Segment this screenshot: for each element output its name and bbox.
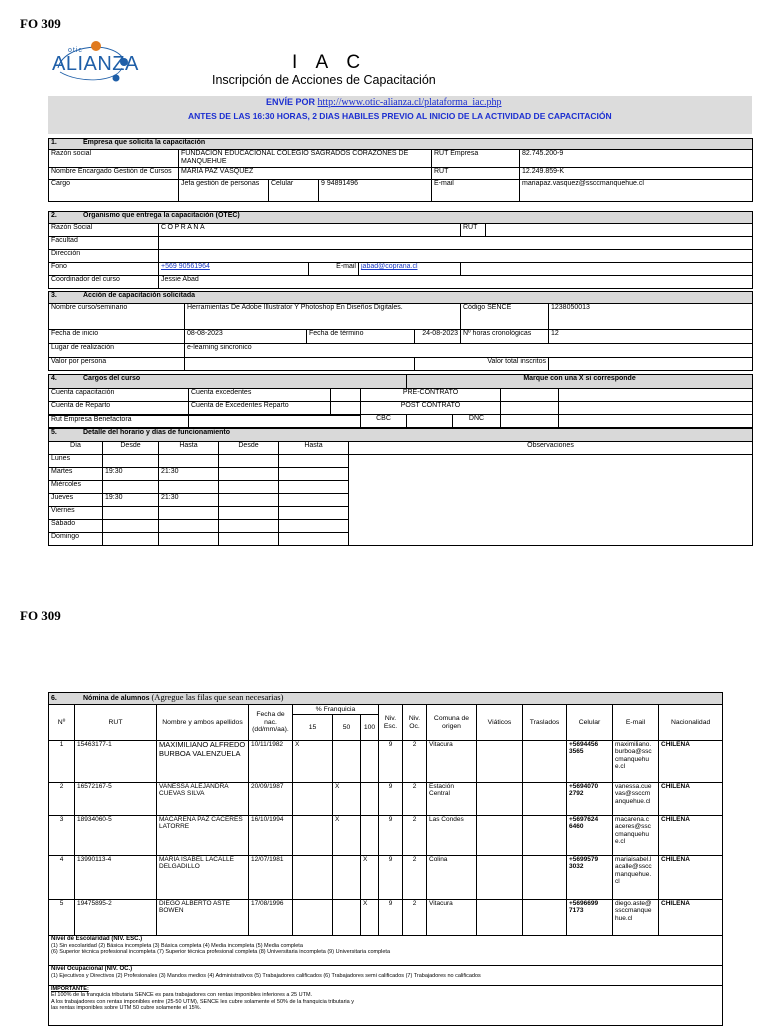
traslados [523, 783, 567, 816]
col-nombre: Nombre y ambos apellidos [157, 705, 249, 741]
importante-line-3: las rentas imponibles sobre UTM 50 cubre solamente el 15%. [51, 1004, 202, 1011]
viaticos [477, 816, 523, 856]
hasta-2-cell [279, 533, 349, 546]
section-1-table [48, 138, 753, 202]
table-row [49, 900, 723, 936]
post-contrato-label: POST CONTRATO [361, 402, 501, 415]
platform-link[interactable]: http://www.otic-alianza.cl/plataforma_iac.php [317, 97, 502, 108]
section-2-table [48, 211, 753, 289]
celular: +5694456 3565 [567, 741, 613, 783]
col-f100: 100 [361, 715, 379, 741]
col-rut: RUT [75, 705, 157, 741]
dnc-blank [559, 415, 753, 428]
desde-cell [103, 533, 159, 546]
franq-100 [361, 741, 379, 783]
comuna: Colina [427, 856, 477, 900]
franq-100: X [361, 900, 379, 936]
student-name: DIEGO ALBERTO ASTE BOWEN [157, 900, 249, 936]
desde-cell [103, 481, 159, 494]
row-number: 2 [49, 783, 75, 816]
email: diego.aste@ ssccmanque hue.cl [613, 900, 659, 936]
celular: +5697624 6460 [567, 816, 613, 856]
student-rut: 15463177-1 [75, 741, 157, 783]
day-cell: Miércoles [49, 481, 103, 494]
niv-esc: 9 [379, 741, 403, 783]
desde-cell: 19:30 [103, 494, 159, 507]
traslados [523, 856, 567, 900]
valor-total-value [549, 358, 753, 371]
traslados [523, 741, 567, 783]
franq-15 [293, 816, 333, 856]
col-comuna: Comuna de origen [427, 705, 477, 741]
nacionalidad: CHILENA [659, 741, 723, 783]
encargado-label: Nombre Encargado Gestión de Cursos [49, 168, 179, 180]
fecha-termino-value: 24-08-2023 [415, 330, 461, 344]
hasta-2-cell [279, 468, 349, 481]
cuenta-reparto-label: Cuenta de Reparto [49, 402, 189, 415]
niv-oc: 2 [403, 856, 427, 900]
section-6-header [49, 693, 723, 705]
col-f50: 50 [333, 715, 361, 741]
franq-15 [293, 900, 333, 936]
curso-value: Herramientas De Adobe Illustrator Y Photoshop En Diseños Digitales. [185, 304, 461, 330]
day-cell: Viernes [49, 507, 103, 520]
escolaridad-notes [49, 936, 723, 966]
email: maximiliano. burboa@ssc cmanquehu e.cl [613, 741, 659, 783]
hasta-cell [159, 507, 219, 520]
nacionalidad: CHILENA [659, 816, 723, 856]
doc-code: FO 309 [20, 16, 61, 31]
celular: +5694070 2792 [567, 783, 613, 816]
post-contrato-blank [559, 402, 753, 415]
importante-line-2: A los trabajadores con rentas imponibles entre (25-50 UTM), SENCE les cubre solamente el 50% de la franquicia tributaria y [51, 998, 354, 1005]
col-numero: Nº [49, 705, 75, 741]
section-1-title: Empresa que solicita la capacitación [83, 139, 206, 146]
hasta-2-cell [279, 455, 349, 468]
col-observaciones: Observaciones [349, 442, 753, 455]
comuna: Vitacura [427, 900, 477, 936]
logo-brand-text: ALIANZA [52, 53, 139, 75]
col-dia: Día [49, 442, 103, 455]
section-3-header [49, 292, 753, 304]
coordinador-value: Jessie Abad [159, 276, 753, 289]
franq-100 [361, 783, 379, 816]
col-viaticos: Viáticos [477, 705, 523, 741]
facultad-label: Facultad [49, 237, 159, 250]
col-franquicia: % Franquicia [293, 705, 379, 715]
celular-label: Celular [269, 180, 319, 202]
fono-link[interactable]: +569 90561964 [159, 263, 309, 276]
form-subtitle: Inscripción de Acciones de Capacitación [212, 73, 436, 87]
col-niv-oc: Niv. Oc. [403, 705, 427, 741]
email-label: E-mail [432, 180, 520, 202]
lugar-value: e-learning sincronico [185, 344, 753, 358]
email-value: mariapaz.vasquez@ssccmanquehue.cl [520, 180, 753, 202]
franq-15 [293, 783, 333, 816]
hasta-2-cell [279, 520, 349, 533]
rut-benefactora-value [189, 415, 361, 428]
col-desde-1: Desde [103, 442, 159, 455]
hasta-cell [159, 533, 219, 546]
student-name: VANESSA ALEJANDRA CUEVAS SILVA [157, 783, 249, 816]
post-contrato-check[interactable] [501, 402, 559, 415]
valor-persona-value [185, 358, 415, 371]
pre-contrato-check[interactable] [501, 389, 559, 402]
col-fecha-nac: Fecha de nac. (dd/mm/aa). [249, 705, 293, 741]
email: vanessa.cue vas@ssccm anquehue.cl [613, 783, 659, 816]
col-niv-esc: Niv. Esc. [379, 705, 403, 741]
desde-2-cell [219, 494, 279, 507]
lugar-label: Lugar de realización [49, 344, 185, 358]
section-5-table [48, 428, 753, 546]
desde-cell [103, 455, 159, 468]
pre-contrato-label: PRE-CONTRATO [361, 389, 501, 402]
section-4-table [48, 374, 753, 428]
otec-rut-value [486, 224, 753, 237]
desde-2-cell [219, 481, 279, 494]
fecha-inicio-value: 08-08-2023 [185, 330, 307, 344]
email: macarena.c aceres@ssc cmanquehu e.cl [613, 816, 659, 856]
horas-label: Nº horas cronológicas [461, 330, 549, 344]
day-cell: Lunes [49, 455, 103, 468]
otec-rut-label: RUT [461, 224, 486, 237]
desde-2-cell [219, 507, 279, 520]
nacionalidad: CHILENA [659, 783, 723, 816]
student-rut: 19475895-2 [75, 900, 157, 936]
section-4-header [49, 375, 407, 389]
celular: +5696699 7173 [567, 900, 613, 936]
dnc-label: DNC [453, 415, 501, 428]
sence-label: Código SENCE [461, 304, 549, 330]
student-rut: 16572167-5 [75, 783, 157, 816]
section-1-number: 1. [51, 139, 57, 146]
niv-esc: 9 [379, 783, 403, 816]
cuenta-capacitacion-label: Cuenta capacitación [49, 389, 189, 402]
viaticos [477, 856, 523, 900]
student-rut: 13990113-4 [75, 856, 157, 900]
viaticos [477, 783, 523, 816]
desde-2-cell [219, 468, 279, 481]
niv-oc: 2 [403, 783, 427, 816]
otec-razon-value: COPRANA [159, 224, 461, 237]
hasta-2-cell [279, 507, 349, 520]
viaticos [477, 741, 523, 783]
ocupacional-notes [49, 966, 723, 986]
desde-cell [103, 507, 159, 520]
cbc-check[interactable] [407, 415, 453, 428]
encargado-value: MARÍA PAZ VÁSQUEZ [179, 168, 432, 180]
table-row [49, 455, 753, 468]
student-rut: 18934060-5 [75, 816, 157, 856]
fecha-termino-label: Fecha de término [307, 330, 415, 344]
rut-benefactora-label: Rut Empresa Benefactora [49, 415, 189, 428]
cbc-label: CBC [361, 415, 407, 428]
franq-50 [333, 741, 361, 783]
cuenta-check-2[interactable] [331, 402, 361, 415]
valor-persona-label: Valor por persona [49, 358, 185, 371]
otec-blank [461, 263, 753, 276]
hasta-cell [159, 520, 219, 533]
importante-line-1: El 100% de la franquicia tributaria SENCE es para trabajadores con rentas imponibles inferiores a 25 UTM. [51, 992, 313, 999]
form-title: I A C [292, 52, 368, 73]
rut-empresa-label: RUT Empresa [432, 150, 520, 168]
section-5-number: 5. [51, 429, 57, 436]
razon-social-label: Razón social [49, 150, 179, 168]
traslados [523, 900, 567, 936]
direccion-value [159, 250, 753, 263]
hasta-2-cell [279, 494, 349, 507]
section-4-number: 4. [51, 375, 57, 382]
table-row [49, 816, 723, 856]
section-5-title: Detalle del horario y días de funcionamiento [83, 429, 231, 436]
otec-email-link[interactable]: jabad@coprana.cl [359, 263, 461, 276]
table-row [49, 856, 723, 900]
niv-oc: 2 [403, 816, 427, 856]
day-cell: Domingo [49, 533, 103, 546]
student-birthdate: 17/08/1996 [249, 900, 293, 936]
nacionalidad: CHILENA [659, 856, 723, 900]
franq-100: X [361, 856, 379, 900]
franq-15: X [293, 741, 333, 783]
row-number: 4 [49, 856, 75, 900]
section-1-header [49, 139, 753, 150]
desde-2-cell [219, 455, 279, 468]
direccion-label: Dirección [49, 250, 159, 263]
valor-total-label: Valor total inscritos [415, 358, 549, 371]
importante-title: IMPORTANTE: [51, 986, 89, 992]
cuenta-excedentes-label: Cuenta excedentes [189, 389, 331, 402]
observaciones-cell [349, 455, 753, 546]
hasta-cell [159, 481, 219, 494]
col-hasta-1: Hasta [159, 442, 219, 455]
sence-value: 1238050013 [549, 304, 753, 330]
hasta-cell: 21:30 [159, 494, 219, 507]
col-celular: Celular [567, 705, 613, 741]
day-cell: Martes [49, 468, 103, 481]
row-number: 1 [49, 741, 75, 783]
rut-encargado-value: 12.249.859-K [520, 168, 753, 180]
celular-value: 9 94891496 [319, 180, 432, 202]
otec-razon-label: Razón Social [49, 224, 159, 237]
desde-2-cell [219, 533, 279, 546]
section-2-number: 2. [51, 212, 57, 219]
hasta-cell [159, 455, 219, 468]
student-birthdate: 12/07/1981 [249, 856, 293, 900]
escolaridad-line-2: (6) Superior técnica profesional incompleta (7) Superior técnica profesional completa (8) Universitaria incompleta (9) Universitaria completa [51, 949, 391, 956]
importante-notes [49, 986, 723, 1026]
student-birthdate: 20/09/1987 [249, 783, 293, 816]
comuna: Las Condes [427, 816, 477, 856]
cuenta-check-1[interactable] [331, 389, 361, 402]
escolaridad-line-1: (1) Sin escolaridad (2) Básica incompleta (3) Básica completa (4) Media incompleta (5) Media completa [51, 942, 303, 949]
logo-otic-text: otic [68, 47, 83, 54]
comuna: Estación Central [427, 783, 477, 816]
cuenta-excedentes-reparto-label: Cuenta de Excedentes Reparto [189, 402, 331, 415]
desde-cell [103, 520, 159, 533]
desde-2-cell [219, 520, 279, 533]
viaticos [477, 900, 523, 936]
alianza-logo [50, 38, 139, 88]
student-name: MACARENA PAZ CACERES LATORRE [157, 816, 249, 856]
day-cell: Sábado [49, 520, 103, 533]
student-birthdate: 16/10/1994 [249, 816, 293, 856]
escolaridad-title: Nivel de Escolaridad (NIV. ESC.) [51, 936, 143, 942]
ocupacional-line: (1) Ejecutivos y Directivos (2) Profesionales (3) Mandos medios (4) Administrativos (5) Trabajadores calificados (6) Trabajadores semi calificados (7) Trabajadores no calificados [51, 972, 481, 979]
section-3-table [48, 291, 753, 371]
doc-code-page-2: FO 309 [20, 608, 61, 623]
col-traslados: Traslados [523, 705, 567, 741]
franq-100 [361, 816, 379, 856]
rut-empresa-value: 82.745.200-9 [520, 150, 753, 168]
facultad-value [159, 237, 753, 250]
day-cell: Jueves [49, 494, 103, 507]
curso-label: Nombre curso/seminario [49, 304, 185, 330]
cargo-value: Jefa gestión de personas [179, 180, 269, 202]
comuna: Vitacura [427, 741, 477, 783]
nacionalidad: CHILENA [659, 900, 723, 936]
student-name: MAXIMILIANO ALFREDO BURBOA VALENZUELA [157, 741, 249, 783]
col-f15: 15 [293, 715, 333, 741]
col-hasta-2: Hasta [279, 442, 349, 455]
celular: +5699579 3032 [567, 856, 613, 900]
cargo-label: Cargo [49, 180, 179, 202]
section-2-title: Organismo que entrega la capacitación (OTEC) [83, 212, 240, 219]
dnc-check[interactable] [501, 415, 559, 428]
otec-email-label: E-mail [309, 263, 359, 276]
marque-x-note: Marque con una X si corresponde [407, 375, 753, 389]
deadline-note: ANTES DE LAS 16:30 HORAS, 2 DIAS HABILES PREVIO AL INICIO DE LA ACTIVIDAD DE CAPACITACIÓN [188, 111, 612, 121]
section-6-note: (Agregue las filas que sean necesarias) [151, 692, 284, 702]
hasta-cell: 21:30 [159, 468, 219, 481]
coordinador-label: Coordinador del curso [49, 276, 159, 289]
student-name: MARIA ISABEL LACALLE DELGADILLO [157, 856, 249, 900]
student-birthdate: 10/11/1982 [249, 741, 293, 783]
razon-social-value: FUNDACIÓN EDUCACIONAL COLEGIO SAGRADOS CORAZONES DE MANQUEHUE [179, 150, 432, 168]
section-6-number: 6. [51, 695, 57, 702]
section-3-title: Acción de capacitación solicitada [83, 292, 196, 299]
col-desde-2: Desde [219, 442, 279, 455]
franq-50: X [333, 816, 361, 856]
row-number: 3 [49, 816, 75, 856]
table-row [49, 783, 723, 816]
section-4-title: Cargos del curso [83, 375, 141, 382]
submission-instructions [266, 97, 502, 108]
franq-15 [293, 856, 333, 900]
table-row [49, 741, 723, 783]
niv-esc: 9 [379, 856, 403, 900]
email: mariaisabel.l acalle@sscc manquehue. cl [613, 856, 659, 900]
horas-value: 12 [549, 330, 753, 344]
ocupacional-title: Nivel Ocupacional (NIV. OC.) [51, 966, 133, 972]
envie-label: ENVÍE POR [266, 97, 316, 107]
col-email: E-mail [613, 705, 659, 741]
section-2-header [49, 212, 753, 224]
col-nacionalidad: Nacionalidad [659, 705, 723, 741]
niv-esc: 9 [379, 900, 403, 936]
section-5-header [49, 429, 753, 442]
rut-encargado-label: RUT [432, 168, 520, 180]
desde-cell: 19:30 [103, 468, 159, 481]
row-number: 5 [49, 900, 75, 936]
section-6-table [48, 692, 723, 1026]
hasta-2-cell [279, 481, 349, 494]
section-3-number: 3. [51, 292, 57, 299]
niv-esc: 9 [379, 816, 403, 856]
franq-50: X [333, 783, 361, 816]
franq-50 [333, 856, 361, 900]
traslados [523, 816, 567, 856]
fecha-inicio-label: Fecha de inicio [49, 330, 185, 344]
niv-oc: 2 [403, 741, 427, 783]
niv-oc: 2 [403, 900, 427, 936]
pre-contrato-blank [559, 389, 753, 402]
section-6-title: Nómina de alumnos [83, 695, 150, 702]
franq-50 [333, 900, 361, 936]
fono-label: Fono [49, 263, 159, 276]
